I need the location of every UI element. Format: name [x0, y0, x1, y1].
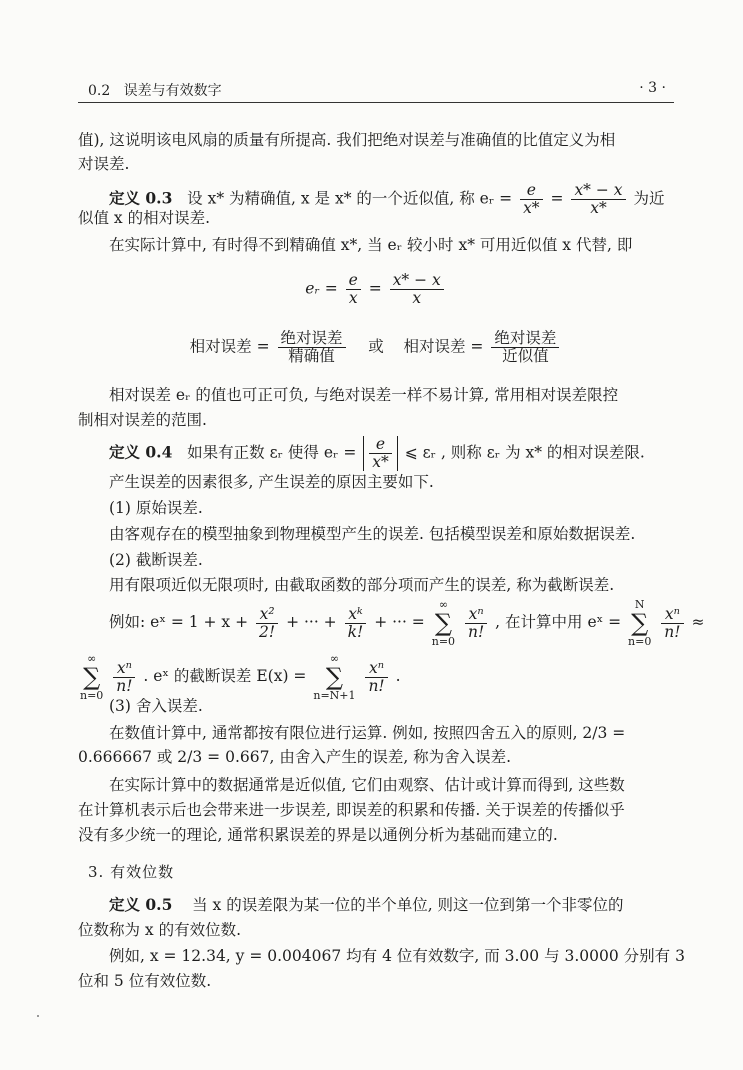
header-section-title: 误差与有效数字 [123, 83, 222, 99]
def03-text-b: 为近 [633, 189, 665, 208]
example-sum3-bot: n=0 [80, 689, 104, 702]
def03-frac2-num: x* − x [571, 182, 625, 200]
example-f6-num: xⁿ [365, 660, 387, 678]
para6-line2: 在计算机表示后也会带来进一步误差, 即误差的积累和传播. 关于误差的传播似乎 [78, 801, 625, 819]
para3-line2: 制相对误差的范围. [78, 411, 207, 429]
example-mid3: , 在计算中用 eˣ = [495, 613, 622, 631]
para6-line3: 没有多少统一的理论, 通常积累误差的界是以通例分析为基础而建立的. [78, 826, 558, 844]
example-f1 [256, 606, 278, 641]
para2-line1: 在实际计算中, 有时得不到精确值 x*, 当 eᵣ 较小时 x* 可用近似值 x 代替, 即 [109, 236, 633, 254]
sum-sigma-icon: ∑ [325, 663, 343, 691]
def03-frac2-den: x* [590, 199, 607, 217]
def04-abs [363, 436, 398, 471]
eq2-frac1-num: 绝对误差 [278, 330, 346, 348]
example-f4 [661, 606, 683, 641]
eq1-frac1 [346, 272, 361, 307]
example-f5 [113, 660, 135, 695]
def03-text-a: 设 x* 为精确值, x 是 x* 的一个近似值, 称 eᵣ = [187, 189, 513, 208]
para4-line1: 产生误差的因素很多, 产生误差的原因主要如下. [109, 473, 434, 491]
def04-frac [369, 436, 392, 471]
example-f4-den: n! [664, 622, 681, 641]
para1-line2: 对误差. [78, 155, 130, 173]
example-sum4-top: ∞ [329, 652, 340, 665]
def04-label: 定义 0.4 [109, 442, 173, 462]
sum-sigma-icon: ∑ [83, 663, 101, 691]
example-f3 [465, 606, 487, 641]
example-sum1 [432, 598, 455, 648]
para6-line1: 在实际计算中的数据通常是近似值, 它们由观察、估计或计算而得到, 这些数 [109, 776, 625, 794]
eq1-eq: = [368, 279, 382, 298]
eq1-frac1-den: x [348, 289, 358, 307]
example-mid2: + ··· = [374, 613, 425, 631]
eq2-lhs2: 相对误差 = [403, 337, 484, 356]
item1-title: (1) 原始误差. [109, 499, 203, 517]
example-lead: 例如: eˣ = 1 + x + [109, 613, 249, 631]
para7-line1: 例如, x = 12.34, y = 0.004067 均有 4 位有效数字, 而 3.00 与 3.0000 分别有 3 [109, 947, 685, 965]
def05-line2: 位数称为 x 的有效位数. [78, 921, 242, 939]
def05-label: 定义 0.5 [109, 895, 173, 914]
item3-title: (3) 舍入误差. [109, 697, 203, 715]
sum-sigma-icon: ∑ [631, 609, 649, 637]
section-3-title: 3. 有效位数 [88, 863, 175, 881]
running-header [78, 80, 674, 103]
example-sum2-bot: n=0 [628, 635, 652, 648]
eq2-lhs1: 相对误差 = [189, 337, 270, 356]
eq1-frac2-num: x* − x [390, 272, 444, 290]
item2-desc: 用有限项近似无限项时, 由截取函数的部分项而产生的误差, 称为截断误差. [109, 576, 615, 594]
equation-relative-error [78, 272, 674, 307]
eq1-lhs: eᵣ = [305, 279, 338, 298]
example-f1-num: x² [256, 606, 278, 624]
example-f2 [345, 606, 367, 641]
para3-line1: 相对误差 eᵣ 的值也可正可负, 与绝对误差一样不易计算, 常用相对误差限控 [109, 386, 619, 404]
def05-line1: 当 x 的误差限为某一位的半个单位, 则这一位到第一个非零位的 [192, 896, 624, 914]
example-f3-den: n! [468, 622, 485, 641]
eq1-frac1-num: e [346, 272, 361, 290]
example-f6-den: n! [368, 676, 385, 695]
example-f2-num: xᵏ [345, 606, 367, 624]
def03-frac1-num: e [520, 182, 543, 200]
def03-eq: = [550, 189, 564, 208]
eq2-frac2 [491, 330, 559, 365]
example-mid4: . eˣ 的截断误差 E(x) = [143, 667, 307, 685]
item1-desc: 由客观存在的模型抽象到物理模型产生的误差. 包括模型误差和原始数据误差. [109, 525, 636, 543]
example-f4-num: xⁿ [661, 606, 683, 624]
def04-text-a: 如果有正数 εᵣ 使得 eᵣ = [187, 443, 357, 462]
def03-frac1-den: x* [523, 199, 540, 217]
eq2-frac1-den: 精确值 [288, 347, 335, 365]
header-page-number: · 3 · [639, 80, 666, 96]
item2-title: (2) 截断误差. [109, 551, 203, 569]
para5-line1: 在数值计算中, 通常都按有限位进行运算. 例如, 按照四舍五入的原则, 2/3 = [109, 724, 626, 742]
example-end: . [395, 667, 401, 685]
example-f3-num: xⁿ [465, 606, 487, 624]
definition-0-4 [78, 436, 674, 471]
example-sum3-top: ∞ [87, 652, 97, 665]
equation-relative-error-words [78, 330, 674, 365]
eq2-frac1 [278, 330, 346, 365]
header-section-number: 0.2 [88, 83, 111, 99]
def03-label: 定义 0.3 [109, 188, 173, 208]
example-approx: ≈ [691, 613, 705, 631]
example-f6 [365, 660, 387, 695]
example-sum1-top: ∞ [438, 598, 448, 611]
example-mid1: + ··· + [286, 613, 337, 631]
eq2-frac2-den: 近似值 [502, 347, 549, 365]
eq1-frac2-den: x [412, 289, 422, 307]
para1-line1: 值), 这说明该电风扇的质量有所提高. 我们把绝对误差与准确值的比值定义为相 [78, 131, 616, 149]
sum-sigma-icon: ∑ [434, 609, 452, 637]
example-sum1-bot: n=0 [431, 635, 456, 648]
def04-text-b: ⩽ εᵣ , 则称 εᵣ 为 x* 的相对误差限. [404, 443, 645, 462]
example-line1 [78, 598, 705, 648]
example-f5-num: xⁿ [113, 660, 135, 678]
example-f5-den: n! [116, 676, 133, 695]
eq1-frac2 [390, 272, 444, 307]
eq2-frac2-num: 绝对误差 [491, 330, 559, 348]
header-section [88, 80, 222, 100]
example-sum2 [628, 598, 651, 648]
eq2-or: 或 [368, 337, 384, 356]
def03-line2: 似值 x 的相对误差. [78, 209, 211, 227]
para7-line2: 位和 5 位有效位数. [78, 972, 212, 990]
example-sum4-bot: n=N+1 [313, 689, 356, 702]
example-f1-den: 2! [259, 622, 276, 641]
def04-frac-num: e [369, 436, 392, 454]
para5-line2: 0.666667 或 2/3 = 0.667, 由舍入产生的误差, 称为舍入误差. [78, 748, 512, 766]
example-sum2-top: N [634, 598, 645, 611]
def04-frac-den: x* [372, 453, 389, 471]
example-f2-den: k! [347, 622, 364, 641]
definition-0-5 [78, 893, 674, 917]
scan-speck [37, 1015, 39, 1017]
